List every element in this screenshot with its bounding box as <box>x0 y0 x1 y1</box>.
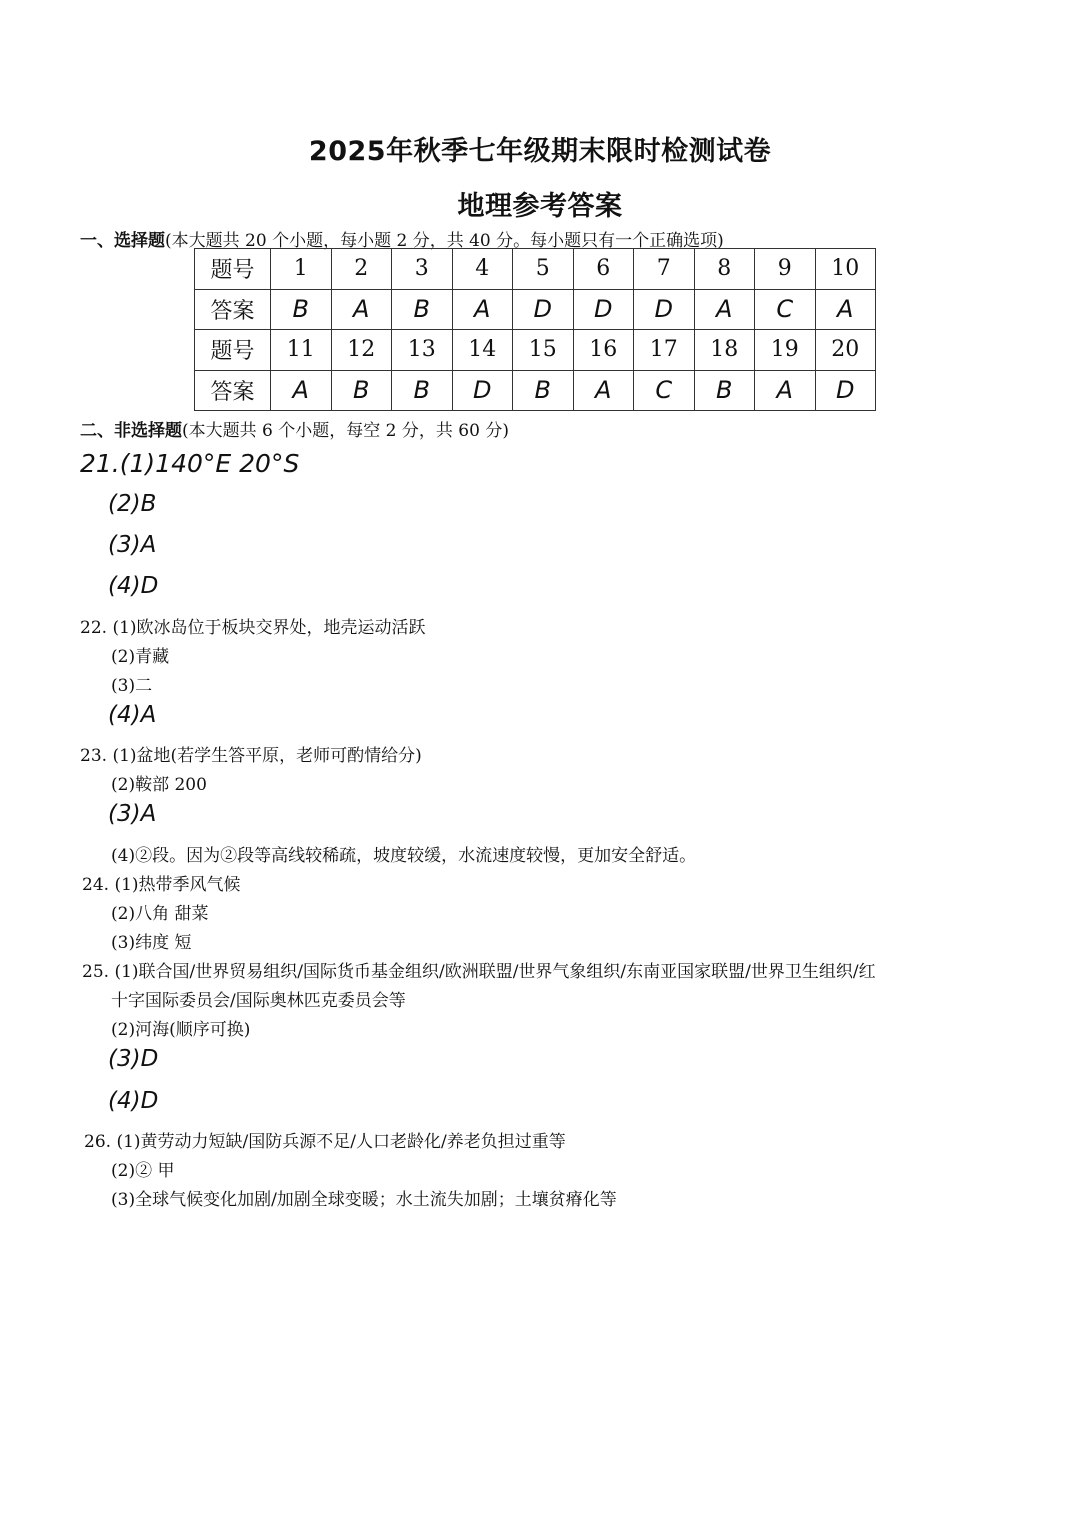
answer-cell: B <box>331 370 392 411</box>
choice-answer-table <box>194 248 876 411</box>
question-number: 11 <box>271 330 332 371</box>
question-number: 9 <box>755 249 816 290</box>
answer-23-4: (4)②段。因为②段等高线较稀疏，坡度较缓，水流速度较慢，更加安全舒适。 <box>111 846 697 866</box>
table-row <box>195 249 876 290</box>
exam-title: 2025年秋季七年级期末限时检测试卷 <box>308 136 772 167</box>
question-number: 13 <box>392 330 453 371</box>
answer-21-1: 21.(1)140°E 20°S <box>80 449 300 478</box>
answer-cell: A <box>271 370 332 411</box>
answer-cell: B <box>513 370 574 411</box>
answer-cell: B <box>694 370 755 411</box>
question-number: 19 <box>755 330 816 371</box>
answer-cell: C <box>755 289 816 330</box>
answer-23-2: (2)鞍部 200 <box>111 775 207 795</box>
question-number-label: 题号 <box>195 249 271 290</box>
question-number: 1 <box>271 249 332 290</box>
answer-21-3: (3)A <box>108 532 157 558</box>
answer-cell: A <box>815 289 876 330</box>
question-number: 7 <box>634 249 695 290</box>
answer-22-2: (2)青藏 <box>111 647 170 667</box>
answer-cell: A <box>755 370 816 411</box>
answer-cell: D <box>815 370 876 411</box>
section-2-header <box>80 416 509 441</box>
answer-cell: A <box>331 289 392 330</box>
table-row <box>195 330 876 371</box>
question-number: 6 <box>573 249 634 290</box>
answer-cell: B <box>392 370 453 411</box>
question-number: 20 <box>815 330 876 371</box>
question-number: 15 <box>513 330 574 371</box>
question-number: 14 <box>452 330 513 371</box>
section-1-heading: 一、选择题 <box>80 231 165 251</box>
answer-cell: B <box>271 289 332 330</box>
answer-cell: D <box>452 370 513 411</box>
question-number: 2 <box>331 249 392 290</box>
answer-cell: A <box>573 370 634 411</box>
answer-22-3: (3)二 <box>111 676 153 696</box>
question-number: 16 <box>573 330 634 371</box>
answer-24-2: (2)八角 甜菜 <box>111 904 209 924</box>
answer-cell: D <box>573 289 634 330</box>
answer-22-1: 22. (1)欧冰岛位于板块交界处，地壳运动活跃 <box>80 618 426 638</box>
question-number: 5 <box>513 249 574 290</box>
answer-25-3: (3)D <box>108 1046 159 1072</box>
table-row <box>195 289 876 330</box>
question-number: 12 <box>331 330 392 371</box>
answer-23-1: 23. (1)盆地(若学生答平原，老师可酌情给分) <box>80 746 422 766</box>
section-2-heading: 二、非选择题 <box>80 421 182 441</box>
answer-cell: A <box>694 289 755 330</box>
answer-cell: C <box>634 370 695 411</box>
question-number: 17 <box>634 330 695 371</box>
answer-23-3: (3)A <box>108 801 157 827</box>
answer-25-2: (2)河海(顺序可换) <box>111 1020 251 1040</box>
answer-26-2: (2)② 甲 <box>111 1161 175 1181</box>
answer-25-4: (4)D <box>108 1088 159 1114</box>
question-number-label: 题号 <box>195 330 271 371</box>
answer-26-3: (3)全球气候变化加剧/加剧全球变暖；水土流失加剧；土壤贫瘠化等 <box>111 1190 617 1210</box>
answer-24-1: 24. (1)热带季风气候 <box>82 875 241 895</box>
question-number: 8 <box>694 249 755 290</box>
section-1-note: (本大题共 20 个小题，每小题 2 分，共 40 分。每小题只有一个正确选项) <box>165 231 724 251</box>
answer-key-subtitle: 地理参考答案 <box>457 191 623 222</box>
answer-26-1: 26. (1)黄劳动力短缺/国防兵源不足/人口老龄化/养老负担过重等 <box>84 1132 566 1152</box>
section-2-note: (本大题共 6 个小题，每空 2 分，共 60 分) <box>182 421 509 441</box>
question-number: 3 <box>392 249 453 290</box>
answer-21-2: (2)B <box>108 491 157 517</box>
answer-21-4: (4)D <box>108 573 159 599</box>
table-row <box>195 370 876 411</box>
answer-cell: D <box>513 289 574 330</box>
question-number: 4 <box>452 249 513 290</box>
question-number: 10 <box>815 249 876 290</box>
answer-cell: A <box>452 289 513 330</box>
answer-label: 答案 <box>195 370 271 411</box>
answer-label: 答案 <box>195 289 271 330</box>
question-number: 18 <box>694 330 755 371</box>
answer-24-3: (3)纬度 短 <box>111 933 192 953</box>
answer-cell: B <box>392 289 453 330</box>
answer-22-4: (4)A <box>108 702 157 728</box>
answer-cell: D <box>634 289 695 330</box>
answer-25-1: 25. (1)联合国/世界贸易组织/国际货币基金组织/欧洲联盟/世界气象组织/东南亚国家联盟/世界卫生组织/红 <box>82 962 876 982</box>
answer-25-1-continued: 十字国际委员会/国际奥林匹克委员会等 <box>111 991 406 1011</box>
